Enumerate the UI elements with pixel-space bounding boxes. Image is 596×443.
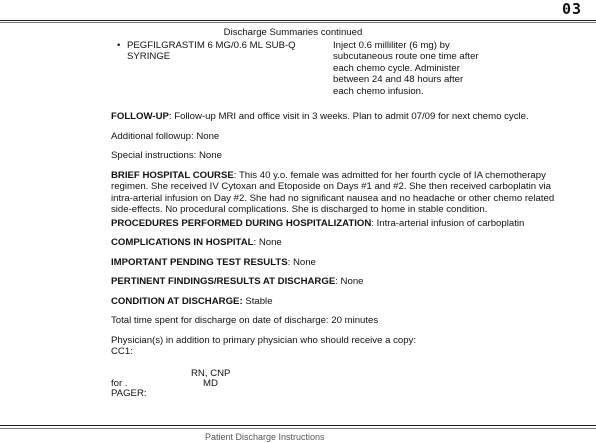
follow-up-label: FOLLOW-UP (111, 111, 169, 122)
brief-course-label: BRIEF HOSPITAL COURSE (111, 169, 234, 181)
follow-up-section (111, 111, 571, 123)
findings-label: PERTINENT FINDINGS/RESULTS AT DISCHARGE (111, 276, 336, 287)
bottom-rule-2 (0, 428, 596, 429)
bottom-rule (0, 425, 596, 426)
findings-text: : None (335, 276, 364, 287)
special-instructions: Special instructions: None (111, 150, 222, 161)
cc-label: CC1: (111, 346, 133, 357)
pending-tests-label: IMPORTANT PENDING TEST RESULTS (111, 256, 288, 268)
physicians-line: Physician(s) in addition to primary physician who should receive a copy: (111, 334, 417, 346)
footer-cutoff-text: Patient Discharge Instructions (205, 432, 325, 442)
top-rule-2 (0, 22, 596, 23)
signature-block (111, 368, 571, 402)
discharge-summary (111, 27, 571, 402)
pending-tests-section (111, 257, 571, 269)
signature-for: for . (111, 377, 128, 389)
findings-section (111, 276, 571, 288)
condition-section (111, 296, 571, 308)
brief-course-text: : This 40 y.o. female was admitted for her fourth cycle of IA chemotherapy regimen. She received IV Cytoxan and Etoposide on Days #1 and #2. She then received carboplatin via intra-arterial infusion on Day #2. She had no significant nausea and no headache or other chemo related side-effects. No procedural complications. She is discharged to home in stable condition. (111, 169, 555, 215)
additional-followup: Additional followup: None (111, 130, 220, 142)
total-time: Total time spent for discharge on date of discharge: 20 minutes (111, 315, 379, 326)
pager-label: PAGER: (111, 387, 147, 399)
page-number: 03 (561, 0, 582, 18)
medication-name: PEGFILGRASTIM 6 MG/0.6 ML SUB-Q SYRINGE (127, 39, 296, 62)
complications-section (111, 237, 571, 249)
complications-label: COMPLICATIONS IN HOSPITAL (111, 237, 254, 248)
signature-credential-rn: RN, CNP (191, 367, 231, 379)
section-title: Discharge Summaries continued (223, 27, 363, 38)
medication-row (111, 40, 571, 98)
top-rule (0, 20, 596, 21)
procedures-text: : Intra-arterial infusion of carboplatin (371, 217, 525, 229)
procedures-label: PROCEDURES PERFORMED DURING HOSPITALIZATION (111, 217, 372, 229)
bullet-icon: • (117, 39, 121, 51)
condition-text: Stable (242, 295, 273, 307)
signature-credential-md: MD (203, 377, 218, 389)
procedures-section (111, 218, 571, 230)
complications-text: : None (253, 237, 282, 248)
condition-label: CONDITION AT DISCHARGE: (111, 295, 243, 307)
medication-instructions: Inject 0.6 milliliter (6 mg) by subcutaneous route one time after each chemo cycle. Administer between 24 and 48 hours after each chemo infusion. (333, 39, 479, 97)
pending-tests-text: : None (287, 256, 316, 268)
follow-up-text: : Follow-up MRI and office visit in 3 weeks. Plan to admit 07/09 for next chemo cycle. (168, 111, 529, 122)
brief-course-section (111, 170, 571, 216)
